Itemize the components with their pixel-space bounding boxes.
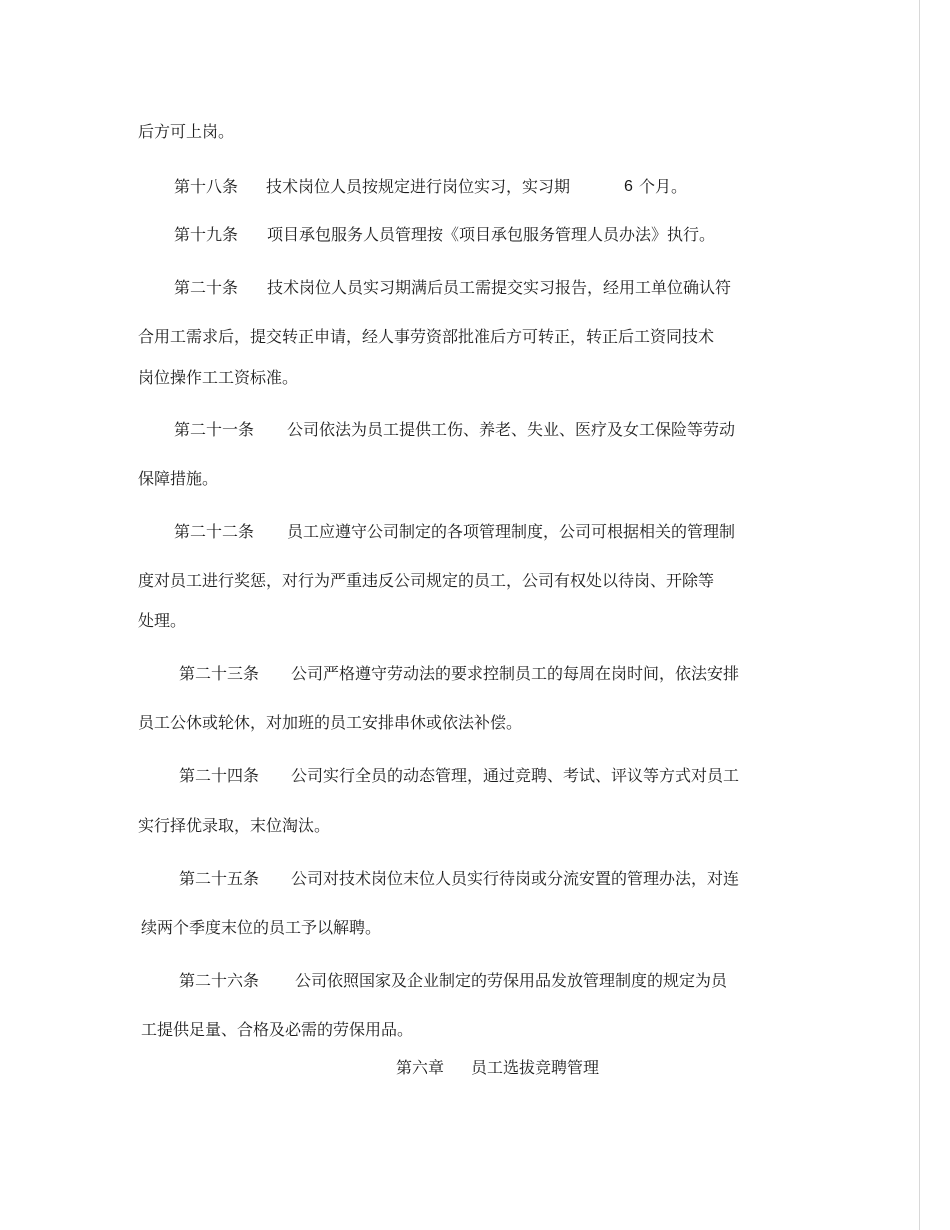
article-24-line-2	[138, 816, 330, 836]
article-text: 续两个季度末位的员工予以解聘。	[141, 918, 382, 937]
article-text: 公司依照国家及企业制定的劳保用品发放管理制度的规定为员	[295, 971, 728, 990]
article-text: 处理。	[138, 611, 187, 630]
article-label: 第二十六条	[179, 971, 260, 990]
chapter-title: 员工选拔竞聘管理	[471, 1058, 600, 1077]
article-text: 员工应遵守公司制定的各项管理制度，公司可根据相关的管理制	[287, 522, 736, 541]
article-23	[179, 664, 740, 684]
article-text: 岗位操作工工资标准。	[138, 368, 299, 387]
article-label: 第十八条	[174, 177, 239, 196]
page-edge	[919, 0, 920, 1230]
article-26-line-2	[141, 1020, 413, 1040]
article-label: 第二十三条	[179, 664, 260, 683]
article-23-line-2	[138, 713, 522, 733]
article-26	[179, 971, 728, 991]
article-text: 合用工需求后，提交转正申请，经人事劳资部批准后方可转正，转正后工资同技术	[138, 327, 715, 346]
article-22-line-2	[138, 571, 714, 591]
article-20-line-3	[138, 368, 298, 388]
article-label: 第二十五条	[179, 869, 260, 888]
article-19	[174, 225, 716, 245]
paragraph-text: 后方可上岗。	[138, 122, 235, 141]
paragraph-continuation	[138, 122, 234, 142]
article-label: 第二十二条	[174, 522, 255, 541]
article-22	[174, 522, 736, 542]
article-text: 技术岗位人员按规定进行岗位实习，实习期	[266, 177, 571, 196]
article-21-line-2	[138, 469, 218, 489]
article-text-end: 个月。	[639, 177, 688, 196]
chapter-heading	[396, 1058, 600, 1078]
article-text: 公司严格遵守劳动法的要求控制员工的每周在岗时间，依法安排	[291, 664, 740, 683]
article-text: 保障措施。	[138, 469, 219, 488]
article-20-line-2	[138, 327, 714, 347]
article-text: 员工公休或轮休，对加班的员工安排串休或依法补偿。	[138, 713, 523, 732]
article-25	[179, 869, 740, 889]
article-21	[174, 420, 736, 440]
article-text: 实行择优录取，末位淘汰。	[138, 816, 331, 835]
article-text: 技术岗位人员实习期满后员工需提交实习报告，经用工单位确认符	[267, 278, 732, 297]
article-25-line-2	[141, 918, 381, 938]
article-label: 第二十四条	[179, 766, 260, 785]
article-label: 第二十一条	[174, 420, 255, 439]
article-text: 度对员工进行奖惩，对行为严重违反公司规定的员工，公司有权处以待岗、开除等	[138, 571, 715, 590]
article-20	[174, 278, 732, 298]
article-24	[179, 766, 740, 786]
article-22-line-3	[138, 611, 186, 631]
article-text: 项目承包服务人员管理按《项目承包服务管理人员办法》执行。	[267, 225, 716, 244]
article-text: 公司依法为员工提供工伤、养老、失业、医疗及女工保险等劳动	[287, 420, 736, 439]
chapter-number: 第六章	[396, 1058, 445, 1077]
article-text: 公司对技术岗位末位人员实行待岗或分流安置的管理办法，对连	[291, 869, 740, 888]
article-text: 公司实行全员的动态管理，通过竞聘、考试、评议等方式对员工	[291, 766, 740, 785]
article-number: 6	[624, 178, 633, 195]
article-18	[174, 177, 688, 197]
article-label: 第十九条	[174, 225, 239, 244]
article-label: 第二十条	[174, 278, 239, 297]
article-text: 工提供足量、合格及必需的劳保用品。	[141, 1020, 414, 1039]
